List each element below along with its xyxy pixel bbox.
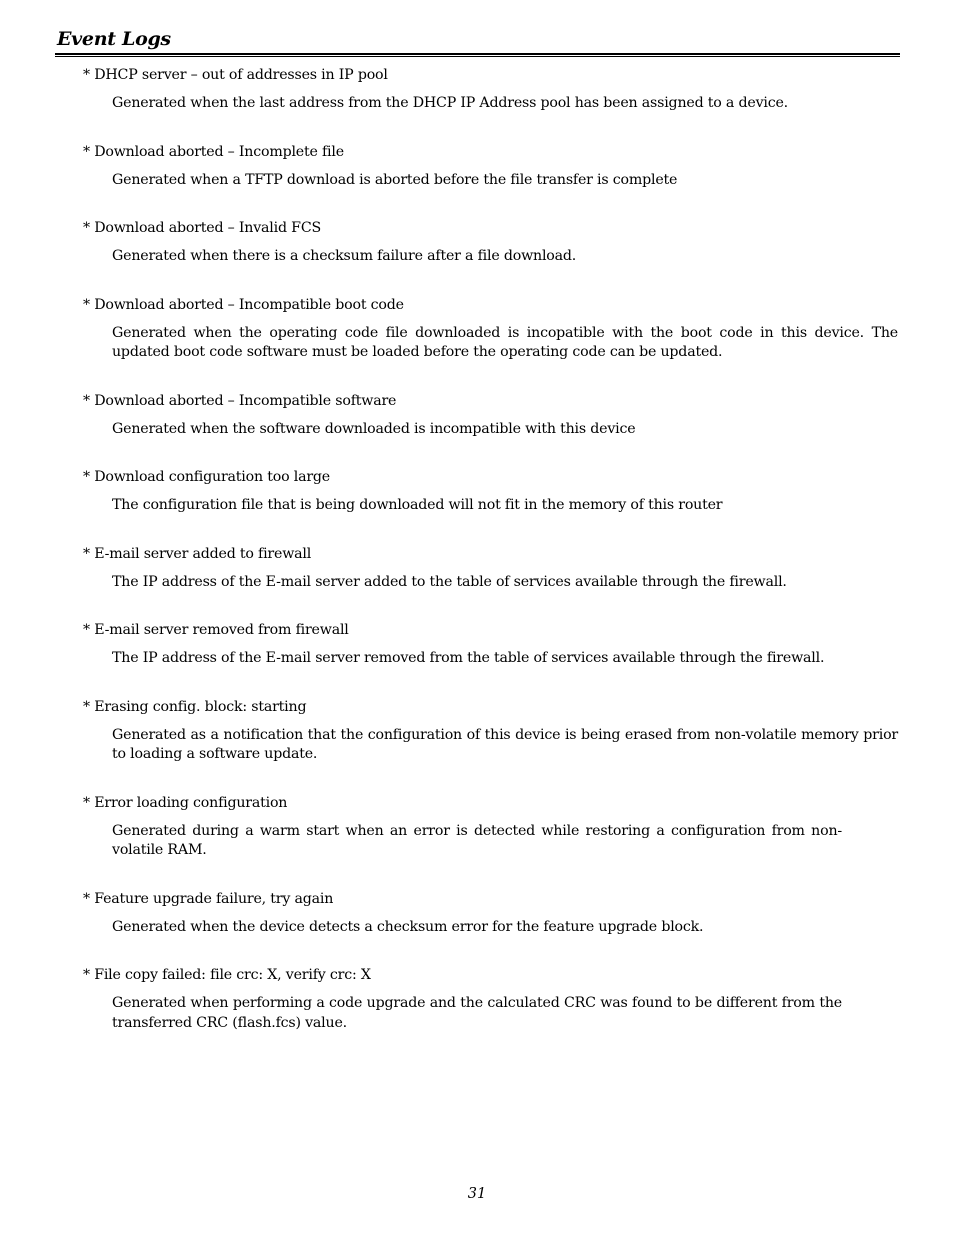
event-entry <box>83 697 898 793</box>
event-description: Generated as a notification that the configuration of this device is being erased from non-volatile memory prior to loading a software update. <box>112 726 898 762</box>
event-description: The configuration file that is being downloaded will not fit in the memory of this router <box>112 497 723 513</box>
event-entry <box>83 965 898 1061</box>
event-title: * Download aborted – Incompatible boot code <box>83 296 404 313</box>
event-title: * Error loading configuration <box>83 794 288 811</box>
event-title: * Download aborted – Incomplete file <box>83 143 344 160</box>
header-rule-thin <box>55 56 900 57</box>
event-description: Generated when the software downloaded is incompatible with this device <box>112 420 636 437</box>
event-description: Generated during a warm start when an error is detected while restoring a configuration from non-volatile RAM. <box>112 822 842 858</box>
event-title: * File copy failed: file crc: X, verify crc: X <box>83 967 371 983</box>
event-description: Generated when a TFTP download is aborted before the file transfer is complete <box>112 171 678 188</box>
page-number: 31 <box>467 1186 487 1202</box>
event-description: The IP address of the E-mail server removed from the table of services available through the firewall. <box>112 650 825 666</box>
event-title: * DHCP server – out of addresses in IP pool <box>83 67 388 83</box>
event-entry <box>83 889 898 966</box>
event-title: * Download aborted – Incompatible software <box>83 392 397 409</box>
event-title: * E-mail server added to firewall <box>83 545 312 562</box>
header-rule-thick <box>55 53 900 55</box>
event-entry <box>83 793 898 889</box>
event-entry <box>83 467 898 544</box>
event-title: * Erasing config. block: starting <box>83 698 307 715</box>
event-entry <box>83 142 898 219</box>
event-entry <box>83 218 898 295</box>
event-description: Generated when there is a checksum failure after a file download. <box>112 248 577 264</box>
event-description: Generated when the last address from the DHCP IP Address pool has been assigned to a device. <box>112 95 788 111</box>
event-entry <box>83 544 898 621</box>
event-description: Generated when performing a code upgrade and the calculated CRC was found to be different from the transferred CRC (flash.fcs) value. <box>112 995 842 1031</box>
event-title: * Download aborted – Invalid FCS <box>83 220 321 236</box>
page-title: Event Logs <box>57 28 171 50</box>
event-title: * Feature upgrade failure, try again <box>83 890 334 907</box>
event-entry <box>83 295 898 391</box>
event-title: * E-mail server removed from firewall <box>83 622 349 638</box>
event-description: Generated when the device detects a checksum error for the feature upgrade block. <box>112 918 704 935</box>
event-description: The IP address of the E-mail server added to the table of services available through the firewall. <box>112 573 787 590</box>
event-title: * Download configuration too large <box>83 469 330 485</box>
event-log-list <box>83 65 898 1061</box>
event-description: Generated when the operating code file downloaded is incopatible with the boot code in this device. The updated boot code software must be loaded before the operating code can be updated. <box>112 324 898 360</box>
event-entry <box>83 620 898 697</box>
event-entry <box>83 65 898 142</box>
page-header <box>55 26 900 57</box>
event-entry <box>83 391 898 468</box>
